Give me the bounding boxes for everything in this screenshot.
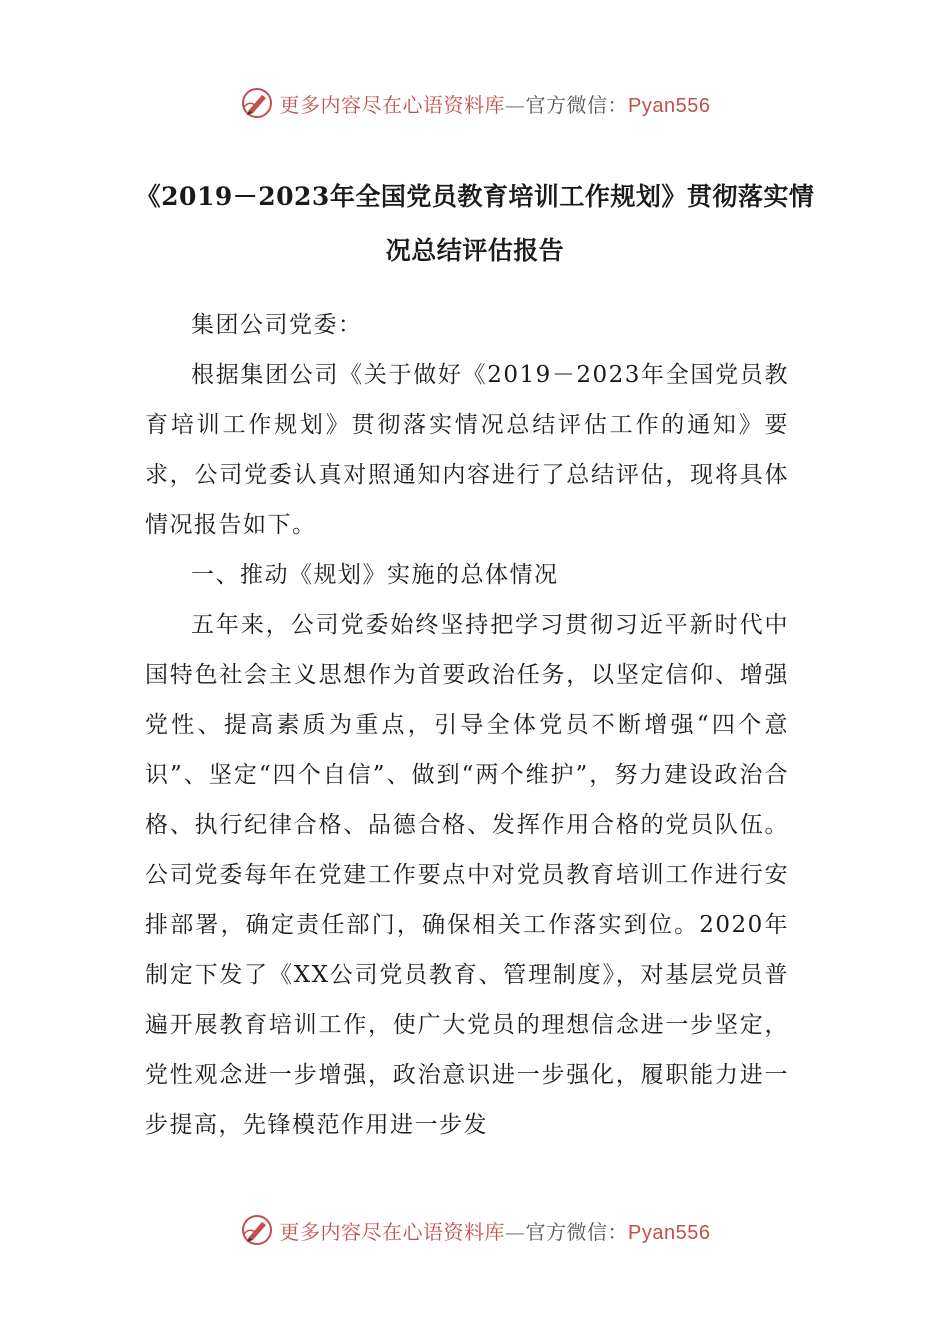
title-line-1: 《2019－2023年全国党员教育培训工作规划》贯彻落实情	[135, 182, 815, 211]
banner-main-text: 更多内容尽在心语资料库	[279, 1219, 506, 1244]
banner-dash: —	[505, 92, 526, 117]
banner-text	[280, 1216, 711, 1245]
footer-watermark-banner	[0, 1210, 950, 1250]
banner-text	[280, 89, 711, 118]
intro-paragraph: 根据集团公司《关于做好《2019－2023年全国党员教育培训工作规划》贯彻落实情况总结评估工作的通知》要求，公司党委认真对照通知内容进行了总结评估，现将具体情况报告如下。	[145, 362, 789, 538]
document-body	[145, 300, 789, 1150]
banner-main-text: 更多内容尽在心语资料库	[279, 92, 506, 117]
section-heading: 一、推动《规划》实施的总体情况	[191, 562, 559, 588]
header-watermark-banner	[0, 83, 950, 123]
banner-official-label: 官方微信：	[525, 92, 629, 117]
section-paragraph: 五年来，公司党委始终坚持把学习贯彻习近平新时代中国特色社会主义思想作为首要政治任务，以坚定信仰、增强党性、提高素质为重点，引导全体党员不断增强“四个意识”、坚定“四个自信”、做到“两个维护”，努力建设政治合格、执行纪律合格、品德合格、发挥作用合格的党员队伍。公司党委每年在党建工作要点中对党员教育培训工作进行安排部署，确定责任部门，确保相关工作落实到位。2020年制定下发了《XX公司党员教育、管理制度》，对基层党员普遍开展教育培训工作，使广大党员的理想信念进一步坚定，党性观念进一步增强，政治意识进一步强化，履职能力进一步提高，先锋模范作用进一步发	[145, 612, 789, 1138]
banner-wechat-id: Pyan556	[628, 94, 711, 117]
title-line-2: 况总结评估报告	[385, 236, 565, 265]
pen-logo-icon	[240, 1213, 274, 1247]
banner-official-label: 官方微信：	[525, 1219, 629, 1244]
document-title	[0, 170, 950, 278]
banner-dash: —	[505, 1219, 526, 1244]
banner-wechat-id: Pyan556	[628, 1221, 711, 1244]
salutation: 集团公司党委：	[191, 312, 363, 338]
pen-logo-icon	[240, 86, 274, 120]
